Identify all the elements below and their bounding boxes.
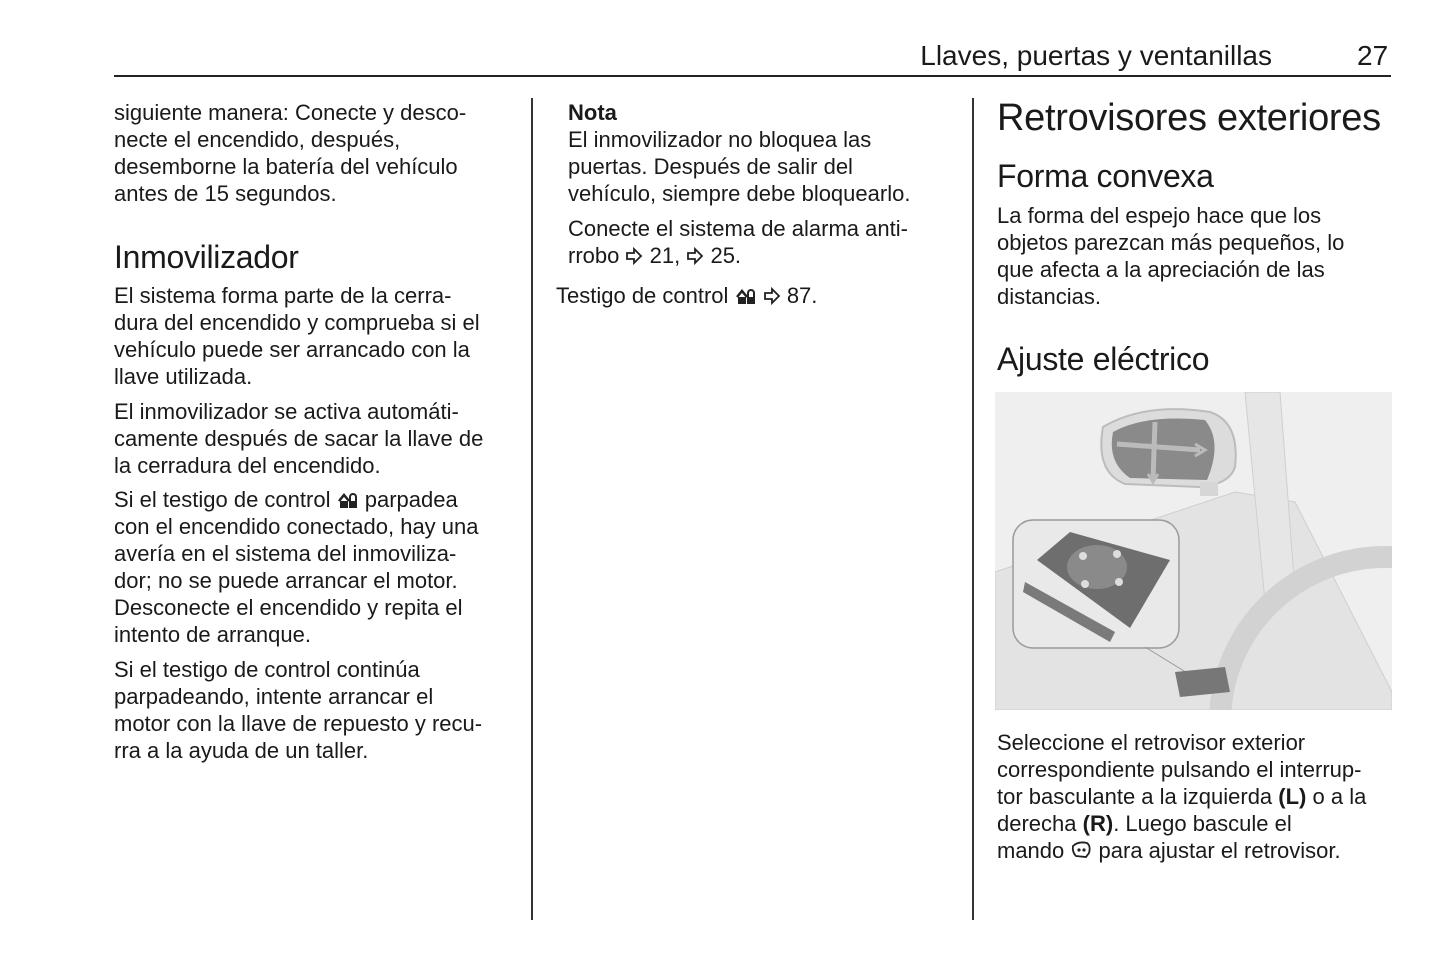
- right-mirror-label: (R): [1082, 811, 1114, 836]
- text-line: para ajustar el retrovisor.: [1098, 838, 1341, 863]
- text-line: Testigo de control: [556, 283, 729, 308]
- text-line: El sistema forma parte de la cerra-: [114, 283, 452, 308]
- note-box: [568, 99, 910, 207]
- text-line: llave utilizada.: [114, 364, 253, 389]
- text-line: Conecte el sistema de alarma anti-: [568, 216, 908, 241]
- mirror-adjust-icon: [1070, 840, 1092, 860]
- paragraph: [114, 99, 466, 207]
- note-label: Nota: [568, 100, 617, 125]
- paragraph: [114, 486, 479, 648]
- paragraph: [114, 656, 482, 764]
- text-line: con el encendido conectado, hay una: [114, 514, 479, 539]
- text-line: la cerradura del encendido.: [114, 453, 381, 478]
- text-line: parpadeando, intente arrancar el: [114, 684, 434, 709]
- paragraph: [556, 282, 817, 309]
- text-line: Seleccione el retrovisor exterior: [997, 730, 1306, 755]
- paragraph: [114, 398, 483, 479]
- text-line: tor basculante a la izquierda: [997, 784, 1273, 809]
- text-line: correspondiente pulsando el interrup-: [997, 757, 1362, 782]
- page-reference[interactable]: 25.: [710, 243, 742, 268]
- page-reference[interactable]: 87.: [786, 283, 818, 308]
- immobilizer-lock-icon: [337, 491, 359, 509]
- text-line: vehículo, siempre debe bloquearlo.: [568, 181, 911, 206]
- paragraph: [997, 202, 1344, 310]
- text-line: . Luego bascule el: [1113, 811, 1292, 836]
- text-line: derecha: [997, 811, 1077, 836]
- paragraph: [997, 729, 1366, 864]
- text-line: vehículo puede ser arrancado con la: [114, 337, 470, 362]
- section-heading: Ajuste eléctrico: [997, 341, 1210, 377]
- section-heading: Forma convexa: [997, 158, 1214, 194]
- column-divider: [972, 98, 974, 920]
- text-line: mando: [997, 838, 1065, 863]
- text-line: distancias.: [997, 284, 1101, 309]
- text-line: avería en el sistema del inmoviliza-: [114, 541, 457, 566]
- text-line: que afecta a la apreciación de las: [997, 257, 1325, 282]
- text-line: dura del encendido y comprueba si el: [114, 310, 480, 335]
- text-line: camente después de sacar la llave de: [114, 426, 484, 451]
- text-line: dor; no se puede arrancar el motor.: [114, 568, 458, 593]
- paragraph: [114, 282, 480, 390]
- text-line: Si el testigo de control: [114, 487, 331, 512]
- paragraph: [568, 215, 908, 269]
- section-heading: Inmovilizador: [114, 239, 299, 275]
- text-line: desemborne la batería del vehículo: [114, 154, 458, 179]
- text-line: Desconecte el encendido y repita el: [114, 595, 463, 620]
- text-line: antes de 15 segundos.: [114, 181, 337, 206]
- running-header-title: Llaves, puertas y ventanillas: [920, 40, 1272, 71]
- mirror-switch-illustration: [995, 392, 1392, 710]
- column-divider: [531, 98, 533, 920]
- text-line: motor con la llave de repuesto y recu-: [114, 711, 483, 736]
- immobilizer-lock-icon: [735, 287, 757, 305]
- text-line: parpadea: [364, 487, 458, 512]
- page-reference-arrow-icon[interactable]: [625, 247, 643, 265]
- page-number: 27: [1357, 40, 1389, 71]
- text-line: El inmovilizador se activa automáti-: [114, 399, 459, 424]
- text-line: intento de arranque.: [114, 622, 311, 647]
- text-line: Si el testigo de control continúa: [114, 657, 420, 682]
- text-line: rra a la ayuda de un taller.: [114, 738, 369, 763]
- text-line: rrobo: [568, 243, 620, 268]
- text-line: puertas. Después de salir del: [568, 154, 853, 179]
- header-rule: [114, 75, 1391, 77]
- text-line: objetos parezcan más pequeños, lo: [997, 230, 1345, 255]
- page-reference-arrow-icon[interactable]: [763, 287, 781, 305]
- text-line: siguiente manera: Conecte y desco-: [114, 100, 467, 125]
- text-line: El inmovilizador no bloquea las: [568, 127, 872, 152]
- left-mirror-label: (L): [1278, 784, 1307, 809]
- text-line: La forma del espejo hace que los: [997, 203, 1322, 228]
- page-reference-arrow-icon[interactable]: [686, 247, 704, 265]
- page-title: Retrovisores exteriores: [997, 97, 1381, 139]
- text-line: necte el encendido, después,: [114, 127, 401, 152]
- text-line: o a la: [1312, 784, 1367, 809]
- page-reference[interactable]: 21,: [649, 243, 681, 268]
